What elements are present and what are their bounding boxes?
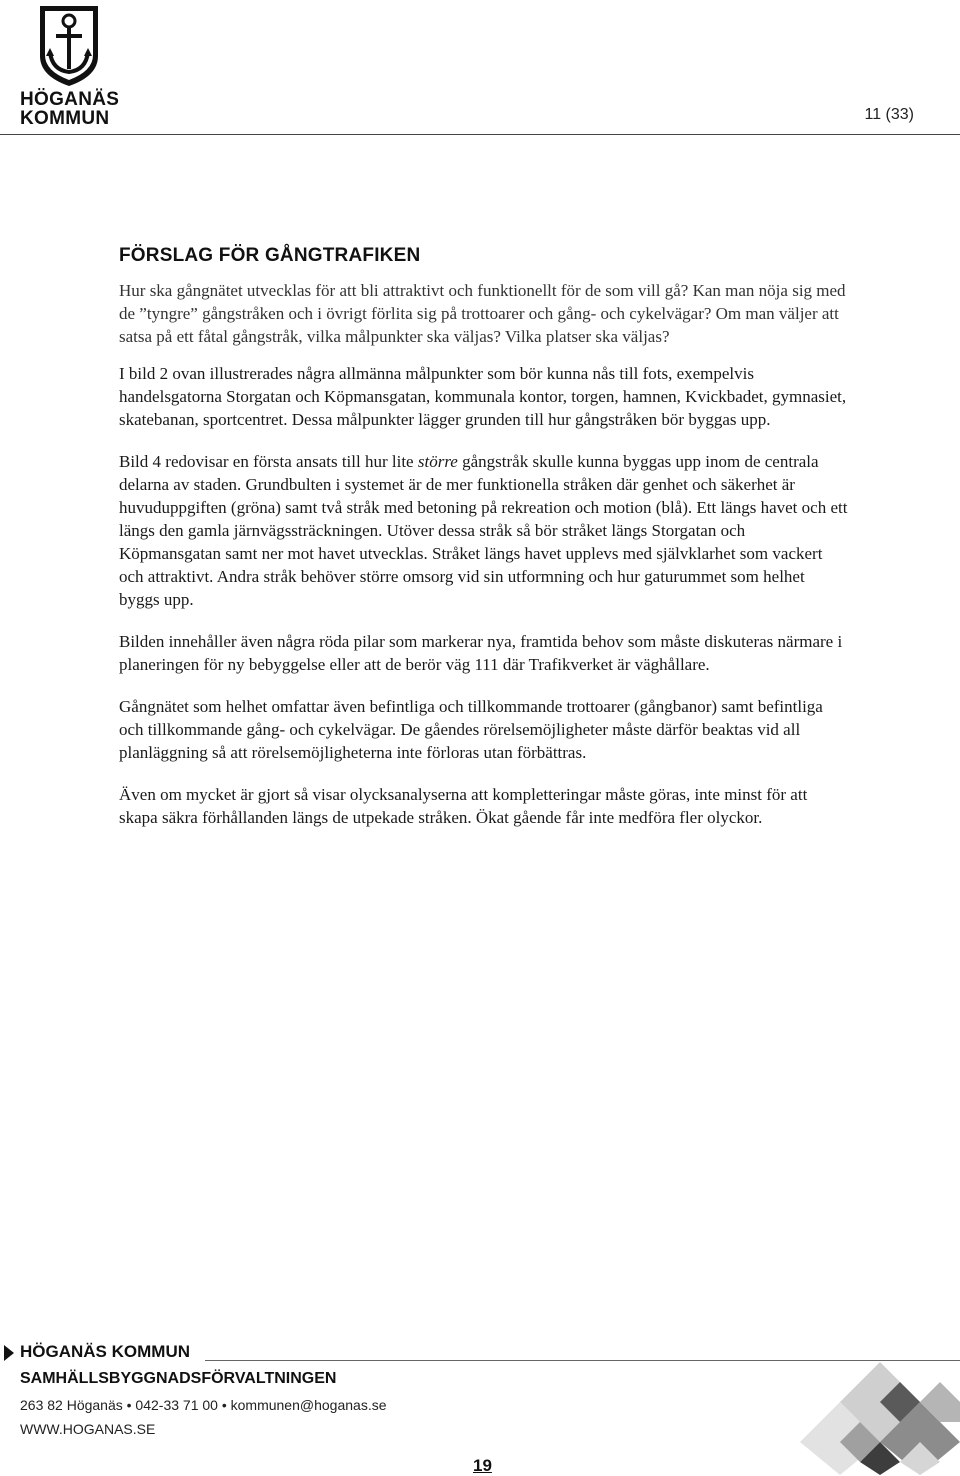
paragraph-3-end: gångstråk skulle kunna byggas upp inom de centrala delarna av staden. Grundbulten i systemet är de mer funktionella stråken där genhet och säkerhet är huvuduppgiften (gröna) samt två stråk med betoning på rekreation och motion (blå). Ett längs havet och ett längs den gamla järnvägssträckningen. Utöver dessa stråk så bör stråket längs Storgatan och Köpmansgatan samt ner mot havet utvecklas. Stråket längs havet upplevs med självklarhet som vackert och attraktivt. Andra stråk behöver större omsorg vid sin utformning och hur gaturummet som helhet byggs upp. [119,452,848,609]
logo-text-line2: KOMMUN [20,108,110,129]
page-number: 11 (33) [864,106,914,123]
anchor-crest-icon [38,4,100,88]
footer-org-name: HÖGANÄS KOMMUN [20,1342,190,1361]
diamond-pattern-icon [800,1362,960,1475]
paragraph-5: Gångnätet som helhet omfattar även befintliga och tillkommande trottoarer (gångbanor) samt befintliga och tillkommande gång- och cykelvägar. De gåendes rörelsemöjligheter måste därför beaktas vid all planläggning så att rörelsemöjligheterna inte förloras utan förbättras. [119,697,823,762]
play-arrow-icon [2,1343,16,1363]
footer-department: SAMHÄLLSBYGGNADSFÖRVALTNINGEN [20,1370,337,1387]
paragraph-2: I bild 2 ovan illustrerades några allmänna målpunkter som bör kunna nås till fots, exempelvis handelsgatorna Storgatan och Köpmansgatan, kommunala kontor, torgen, hamnen, Kvickbadet, gymnasiet, skatebanan, sportcentret. Dessa målpunkter lägger grunden till hur gångstråken bör byggas upp. [119,364,847,429]
footer-page-number: 19 [473,1456,492,1475]
paragraph-3-emphasis: större [417,452,458,471]
paragraph-4: Bilden innehåller även några röda pilar som markerar nya, framtida behov som måste diskuteras närmare i planeringen för ny bebyggelse eller att de berör väg 111 där Trafikverket är väghållare. [119,632,843,674]
logo-text-line1: HÖGANÄS [20,89,120,110]
header-divider [0,134,960,135]
main-content [119,245,849,848]
paragraph-3-start: Bild 4 redovisar en första ansats till hur lite [119,452,418,471]
section-heading: FÖRSLAG FÖR GÅNGTRAFIKEN [119,245,421,266]
paragraph-3 [119,450,849,611]
hoganas-logo [18,4,118,128]
footer-contact: 263 82 Höganäs • 042-33 71 00 • kommunen@hoganas.se [20,1397,387,1413]
paragraph-6: Även om mycket är gjort så visar olycksanalyserna att kompletteringar måste göras, inte minst för att skapa säkra förhållanden längs de utpekade stråken. Ökat gående får inte medföra fler olyckor. [119,785,808,827]
footer-website[interactable]: WWW.HOGANAS.SE [20,1421,156,1437]
paragraph-1: Hur ska gångnätet utvecklas för att bli attraktivt och funktionellt för de som vill gå? Kan man nöja sig med de ”tyngre” gångstråken och i övrigt förlita sig på trottoarer och gång- och cykelvägar? Om man väljer att satsa på ett fåtal gångstråk, vilka målpunkter ska väljas? Vilka platser ska väljas? [119,281,846,346]
footer-divider [205,1360,960,1361]
